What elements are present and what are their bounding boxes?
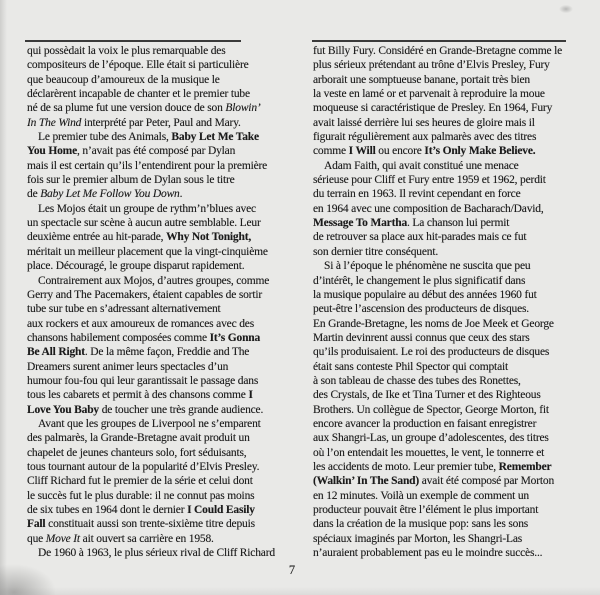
column-rule-left — [25, 40, 241, 42]
text-line — [27, 187, 305, 201]
text-line — [313, 517, 595, 531]
text-line — [27, 302, 305, 316]
text-run: . La chanson lui permit — [407, 217, 510, 230]
text-line — [27, 230, 305, 244]
text-run: compositeurs de l’époque. Elle était si particulière — [27, 59, 249, 72]
text-line — [313, 274, 595, 288]
text-line — [313, 474, 595, 488]
text-line — [27, 173, 305, 187]
text-line — [27, 58, 305, 72]
text-line — [313, 417, 595, 431]
text-run: en 12 minutes. Voilà un exemple de comment un — [313, 489, 530, 502]
text-line — [27, 374, 305, 388]
text-run: producteur pouvait être l’élément le plus important — [313, 504, 539, 516]
text-line — [313, 259, 595, 273]
bold-run: Why Not Tonight, — [166, 231, 252, 244]
text-run: chapelet de jeunes chanteurs solo, fort séduisants, — [27, 446, 247, 459]
text-column-right — [313, 44, 595, 560]
text-line — [27, 274, 305, 288]
text-run: en 1964 avec une composition de Bacharach/David, — [313, 202, 544, 215]
italic-run: In The Wind — [27, 116, 82, 129]
text-run: spéciaux imaginés par Morton, les Shangri-Las — [313, 532, 523, 545]
text-line — [313, 73, 595, 87]
text-line — [313, 431, 595, 445]
text-run: avait été composé par Morton — [419, 475, 555, 488]
text-line — [27, 360, 305, 374]
text-line — [313, 503, 595, 517]
text-line — [27, 44, 305, 58]
text-line — [27, 245, 305, 259]
text-line — [313, 446, 595, 460]
text-run: tube sur tube en s’adressant alternativement — [27, 303, 221, 316]
text-run: qui possèdait la voix le plus remarquable des — [27, 45, 226, 57]
italic-run: Blowin’ — [225, 102, 261, 115]
text-run: méritait un meilleur placement que la vingt-cinquième — [27, 245, 268, 258]
text-line — [27, 532, 305, 546]
text-run: comme — [313, 145, 349, 158]
text-line — [27, 73, 305, 87]
text-run: de toucher une très grande audience. — [99, 403, 264, 416]
text-run: Si à l’époque le phénomène ne suscita que peu — [324, 260, 531, 273]
text-run: humour fou-fou qui leur garantissait le passage dans — [27, 374, 259, 387]
text-run: fut Billy Fury. Considéré en Grande-Bretagne comme le — [313, 45, 563, 57]
text-line — [27, 288, 305, 302]
text-run: Le premier tube des Animals, — [38, 131, 172, 144]
text-run: la musique populaire au début des années 1960 fut — [313, 288, 537, 301]
text-line — [313, 202, 595, 216]
text-line — [313, 288, 595, 302]
text-run: des Crystals, de Ike et Tina Turner et des Righteous — [313, 389, 541, 402]
italic-run: Baby Let Me Follow You Down — [40, 188, 180, 201]
text-line — [313, 245, 595, 259]
text-line — [313, 159, 595, 173]
text-line — [27, 460, 305, 474]
text-run: , n’avait pas été composé par Dylan — [77, 145, 236, 158]
text-line — [313, 116, 595, 130]
text-line — [313, 216, 595, 230]
text-run: les accidents de moto. Leur premier tube, — [313, 460, 499, 473]
page-number: 7 — [288, 563, 296, 577]
text-line — [313, 360, 595, 374]
text-run: interprété par Peter, Paul and Mary. — [81, 116, 241, 129]
text-run: Cliff Richard fut le premier de la série et celui dont — [27, 475, 253, 488]
text-run: était sans conteste Phil Spector qui comptait — [313, 360, 509, 373]
text-run: n’auraient probablement pas eu le moindre succès... — [313, 547, 543, 560]
text-run: déclarèrent incapable de chanter et le premier tube — [27, 88, 250, 101]
text-run: place. Découragé, le groupe disparut rapidement. — [27, 260, 245, 273]
text-line — [313, 173, 595, 187]
text-line — [27, 517, 305, 531]
text-run: sérieuse pour Cliff et Fury entre 1959 et 1962, perdit — [313, 174, 546, 187]
text-run: d’intérêt, le changement le plus significatif dans — [313, 274, 526, 287]
text-run: fois sur le premier album de Dylan sous le titre — [27, 174, 235, 187]
text-run: chansons habilement composées comme — [27, 331, 210, 344]
text-run: tous les cabarets et permit à des chansons comme — [27, 389, 249, 402]
text-line — [27, 431, 305, 445]
text-run: de six tubes en 1964 dont le dernier — [27, 504, 188, 516]
text-run: du terrain en 1963. Il revint cependant en force — [313, 188, 521, 201]
bold-run: Baby Let Me Take — [171, 131, 259, 144]
text-line — [313, 374, 595, 388]
text-line — [27, 259, 305, 273]
text-line — [27, 417, 305, 431]
text-run: Contrairement aux Mojos, d’autres groupes, comme — [38, 274, 270, 287]
text-run: Avant que les groupes de Liverpool ne s’emparent — [38, 417, 261, 430]
text-run: un spectacle sur scène à aucun autre semblable. Leur — [27, 217, 261, 230]
text-line — [27, 87, 305, 101]
text-run: deuxième entrée au hit-parade, — [27, 231, 167, 244]
bold-run: It’s Gonna — [209, 331, 261, 344]
text-run: ou encore — [375, 145, 425, 158]
text-run: plus sérieux prétendant au trône d’Elvis Presley, Fury — [313, 59, 550, 72]
text-line — [313, 130, 595, 144]
italic-run: Move It — [45, 532, 80, 545]
bold-run: Fall — [27, 518, 46, 531]
text-line — [27, 216, 305, 230]
text-line — [313, 302, 595, 316]
text-run: Gerry and The Pacemakers, étaient capables de sortir — [27, 288, 263, 301]
text-line — [313, 403, 595, 417]
text-run: la veste en lamé or et parvenait à reproduire la moue — [313, 88, 545, 101]
text-line — [27, 116, 305, 130]
text-run: Martin devinrent aussi connus que ceux des stars — [313, 331, 530, 344]
text-run: Brothers. Un collègue de Spector, George Morton, fit — [313, 403, 549, 416]
text-run: dans la création de la musique pop: sans les sons — [313, 518, 529, 531]
text-run: encore avancer la production en faisant enregistrer — [313, 417, 537, 430]
text-run: qu’ils produisaient. Le roi des producteurs de disques — [313, 346, 550, 359]
text-line — [27, 489, 305, 503]
text-run: Les Mojos était un groupe de rythm’n’blues avec — [38, 202, 256, 215]
text-run: le succès fut le plus durable: il ne connut pas moins — [27, 489, 255, 502]
text-run: de — [27, 188, 41, 201]
bold-run: Be All Right — [27, 346, 85, 359]
bold-run: It’s Only Make Believe. — [424, 145, 536, 158]
text-run: Dreamers surent animer leurs spectacles d’un — [27, 360, 229, 373]
text-line — [27, 474, 305, 488]
text-line — [27, 144, 305, 158]
text-line — [27, 202, 305, 216]
text-run: peut-être l’ascension des producteurs de disques. — [313, 303, 529, 316]
text-run: où l’on entendait les mouettes, le vent, le tonnerre et — [313, 446, 545, 459]
text-run: que — [27, 532, 46, 545]
text-run: aux Shangri-Las, un groupe d’adolescentes, des titres — [313, 432, 549, 445]
text-run: mais il est certain qu’ils l’entendirent pour la première — [27, 159, 268, 172]
text-run: De 1960 à 1963, le plus sérieux rival de Cliff Richard — [38, 547, 275, 560]
text-run: de retrouver sa place aux hit-parades mais ce fut — [313, 231, 527, 244]
bold-run: I Will — [348, 145, 376, 158]
text-run: . — [179, 188, 183, 201]
text-line — [313, 331, 595, 345]
text-run: En Grande-Bretagne, les noms de Joe Meek et George — [313, 317, 554, 330]
text-run: tous tournant autour de la popularité d’Elvis Presley. — [27, 460, 260, 473]
text-run: que beaucoup d’amoureux de la musique le — [27, 73, 220, 86]
bold-run: You Home — [27, 145, 77, 158]
text-run: aux rockers et aux amoureux de romances avec des — [27, 317, 255, 330]
text-run: arborait une somptueuse banane, portait très bien — [313, 73, 530, 86]
text-run: Adam Faith, qui avait constitué une menace — [324, 159, 519, 172]
text-line — [27, 388, 305, 402]
text-line — [313, 546, 595, 560]
bold-run: Remember — [498, 460, 552, 473]
text-line — [27, 317, 305, 331]
text-line — [27, 403, 305, 417]
text-line — [313, 58, 595, 72]
text-run: moqueuse si caractéristique de Presley. En 1964, Fury — [313, 102, 553, 115]
text-run: né de sa plume fut une version douce de son — [27, 102, 226, 115]
text-line — [27, 101, 305, 115]
bold-run: I — [248, 389, 253, 402]
bold-run: Message To Martha — [313, 217, 408, 230]
text-run: des palmarès, la Grande-Bretagne avait produit un — [27, 432, 250, 445]
text-line — [313, 144, 595, 158]
text-line — [27, 159, 305, 173]
text-line — [313, 101, 595, 115]
bold-run: I Could Easily — [187, 504, 255, 516]
text-run: . De la même façon, Freddie and The — [84, 346, 250, 359]
text-line — [313, 44, 595, 58]
text-column-left — [27, 44, 305, 560]
text-line — [313, 489, 595, 503]
text-line — [313, 388, 595, 402]
text-run: figurait régulièrement aux palmarès avec des titres — [313, 131, 537, 144]
text-line — [313, 345, 595, 359]
text-run: son dernier titre conséquent. — [313, 245, 439, 258]
text-line — [313, 532, 595, 546]
text-line — [313, 460, 595, 474]
text-line — [27, 446, 305, 460]
bold-run: Love You Baby — [27, 403, 100, 416]
text-line — [27, 546, 305, 560]
column-rule-right — [312, 40, 566, 42]
text-line — [27, 130, 305, 144]
text-line — [27, 345, 305, 359]
text-run: avait laissé derrière lui ses heures de gloire mais il — [313, 116, 535, 129]
text-line — [27, 331, 305, 345]
bold-run: (Walkin’ In The Sand) — [313, 475, 420, 488]
text-line — [27, 503, 305, 517]
text-line — [313, 230, 595, 244]
text-line — [313, 187, 595, 201]
text-run: ait ouvert sa carrière en 1958. — [79, 532, 214, 545]
text-line — [313, 87, 595, 101]
text-run: constituait aussi son trente-sixième titre depuis — [45, 518, 255, 531]
text-line — [313, 317, 595, 331]
text-run: à son tableau de chasse des tubes des Ronettes, — [313, 374, 521, 387]
